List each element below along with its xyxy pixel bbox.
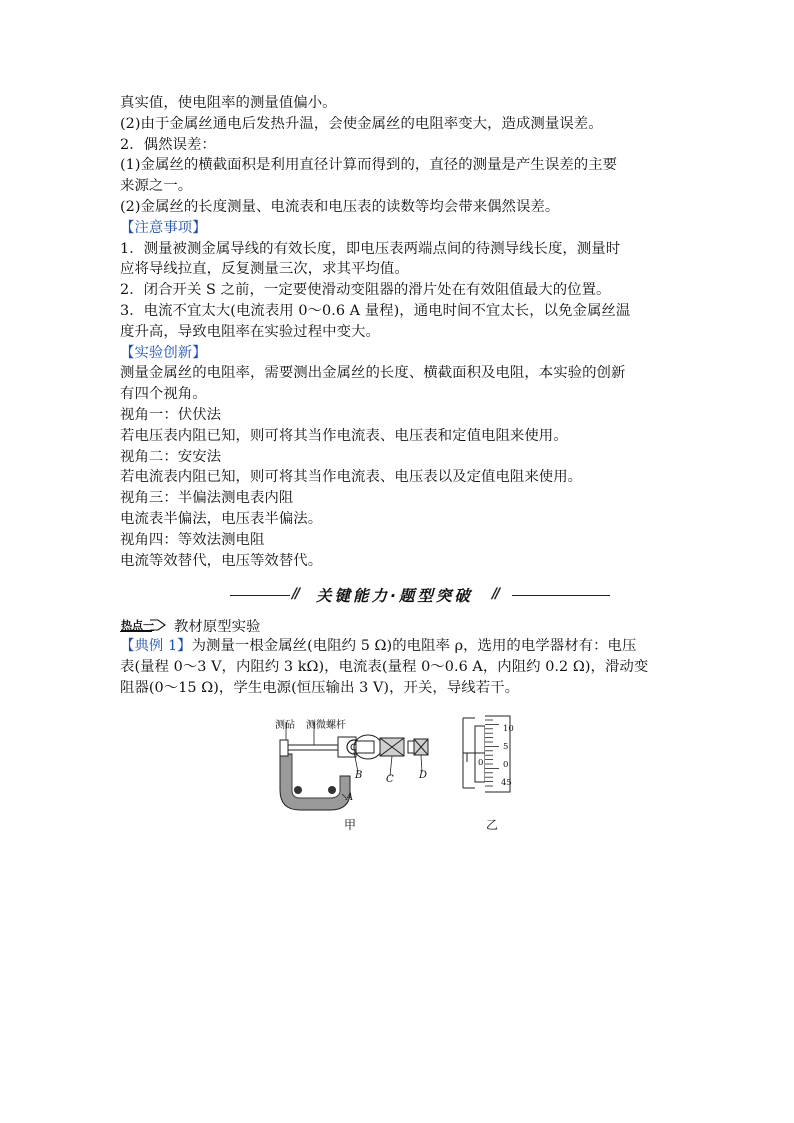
text-line: 视角三：半偏法测电表内阻 [120,490,294,507]
scale-tick-45: 45 [501,778,512,788]
text-line: 2．偶然误差： [120,136,216,153]
text-line: 真实值，使电阻率的测量值偏小。 [120,95,337,111]
label-c: C [386,774,394,785]
text-line: (2)由于金属丝通电后发热升温，会使金属丝的电阻率变大，造成测量误差。 [120,115,603,132]
hotspot-title: 教材原型实验 [174,618,261,635]
banner-slash-left: // [292,586,299,602]
arrow-icon [120,617,166,633]
section-banner [230,583,610,609]
text-line: 视角一：伏伏法 [120,406,222,423]
text-line: (1)金属丝的横截面积是利用直径计算而得到的，直径的测量是产生误差的主要 [120,157,618,174]
text-line: 若电压表内阻已知，则可将其当作电流表、电压表和定值电阻来使用。 [120,427,568,444]
label-a: A [346,792,354,803]
example-block [120,636,680,698]
text-line: 应将导线拉直，反复测量三次，求其平均值。 [120,261,409,278]
hotspot-badge [120,617,166,633]
text-body [120,93,680,571]
micrometer-figure [270,712,530,832]
text-line: 视角二：安安法 [120,448,222,465]
scale-tick-5: 5 [503,742,509,752]
banner-slash-right: // [492,586,499,602]
text-line: 2．闭合开关 S 之前，一定要使滑动变阻器的滑片处在有效阻值最大的位置。 [120,282,611,299]
spindle-label: 测微螺杆 [306,720,346,731]
example-line-2: 表(量程 0～3 V，内阻约 3 kΩ)，电流表(量程 0～0.6 A，内阻约 0.2 Ω)，滑动变 [120,658,649,675]
label-d: D [419,770,428,781]
banner-title: 关键能力·题型突破 [316,587,473,605]
example-line-3: 阻器(0～15 Ω)，学生电源(恒压输出 3 V)，开关，导线若干。 [120,679,520,696]
text-line: 1．测量被测金属导线的有效长度，即电压表两端点间的待测导线长度，测量时 [120,240,621,257]
text-line: 视角四：等效法测电阻 [120,531,265,548]
text-line: 电流等效替代，电压等效替代。 [120,552,323,569]
scale-tick-0: 0 [503,760,509,770]
example-text-1: 为测量一根金属丝(电阻约 5 Ω)的电阻率 ρ，选用的电学器材有：电压 [191,638,637,654]
text-line: 3．电流不宜太大(电流表用 0～0.6 A 量程)，通电时间不宜太长，以免金属丝温 [120,302,631,319]
scale-tick-10: 10 [503,724,514,734]
text-line: (2)金属丝的长度测量、电流表和电压表的读数等均会带来偶然误差。 [120,198,560,215]
banner-rule-left [230,595,290,596]
text-line: 电流表半偏法，电压表半偏法。 [120,510,323,527]
caption-jia: 甲 [344,818,357,832]
example-label: 【典例 1】 [120,638,192,654]
main-scale-zero: 0 [478,758,484,768]
section-heading: 【注意事项】 [120,219,207,236]
text-line: 测量金属丝的电阻率，需要测出金属丝的长度、横截面积及电阻，本实验的创新 [120,365,626,382]
text-line: 有四个视角。 [120,386,207,403]
example-line-1 [120,636,680,657]
hotspot-badge-label: 热点一 [121,619,154,632]
text-line: 来源之一。 [120,178,193,195]
text-line: 度升高，导致电阻率在实验过程中变大。 [120,323,380,340]
text-line: 若电流表内阻已知，则可将其当作电流表、电压表以及定值电阻来使用。 [120,469,583,486]
caption-yi: 乙 [486,818,499,832]
anvil-label: 测砧 [275,720,295,731]
banner-rule-right [512,595,610,596]
label-b: B [355,770,363,781]
hotspot-heading [120,614,260,636]
section-heading: 【实验创新】 [120,344,207,361]
